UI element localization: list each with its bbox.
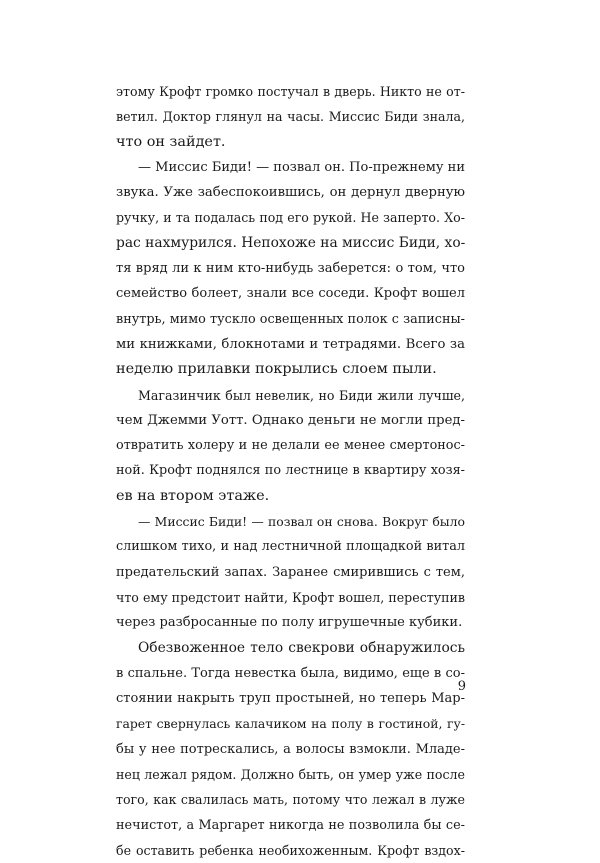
text-line: неделю прилавки покрылись слоем пыли. [116,361,437,378]
text-line: ручку, и та подалась под его рукой. Не заперто. Хо- [116,210,465,226]
text-line: что он зайдет. [116,133,226,150]
text-line: чем Джемми Уотт. Однако деньги не могли пред- [116,412,465,428]
text-line: что ему предстоит найти, Крофт вошел, переступив [116,589,465,605]
text-line: бе оставить ребенка необихоженным. Крофт вздох- [116,842,465,858]
text-line: семейство болеет, знали все соседи. Крофт вошел [116,286,465,302]
text-line: через разбросанные по полу игрушечные кубики. [116,615,463,631]
text-line: внутрь, мимо тускло освещенных полок с записны- [116,311,465,327]
text-line: рас нахмурился. Непохоже на миссис Биди, хо- [116,234,466,251]
text-line: — Миссис Биди! — позвал он снова. Вокруг было [138,514,465,530]
text-line: ев на втором этаже. [116,487,270,504]
text-line: того, как свалилась мать, потому что лежал в луже [116,792,465,808]
text-line: бы у нее потрескались, а волосы взмокли. Младе- [116,741,465,757]
text-line: Магазинчик был невелик, но Биди жили лучше, [138,387,465,403]
text-line: слишком тихо, и над лестничной площадкой витал [116,539,465,555]
text-line: стоянии накрыть труп простыней, но теперь Мар- [116,691,465,707]
text-line: этому Крофт громко постучал в дверь. Никто не от- [116,84,465,99]
text-line: Обезвоженное тело свекрови обнаружилось [138,639,465,656]
text-line: гарет свернулась калачиком на полу в гостиной, гу- [116,716,465,732]
text-line: нечистот, а Маргарет никогда не позволила бы се- [116,817,465,833]
page-number: 9 [457,679,466,694]
text-line: отвратить холеру и не делали ее менее смертонос- [116,438,465,454]
text-line: тя вряд ли к ним кто-нибудь заберется: о том, что [116,261,465,277]
text-line: в спальне. Тогда невестка была, видимо, еще в со- [116,665,465,681]
body-text [116,79,465,863]
text-line: ной. Крофт поднялся по лестнице в квартиру хозя- [116,463,465,479]
text-line: нец лежал рядом. Должно быть, он умер уже после [116,767,465,783]
text-line: — Миссис Биди! — позвал он. По-прежнему ни [138,159,465,175]
text-line: предательский запах. Заранее смирившись с тем, [116,564,465,580]
text-line: ветил. Доктор глянул на часы. Миссис Биди знала, [116,109,465,125]
text-line: звука. Уже забеспокоившись, он дернул дверную [116,185,465,201]
text-line: ми книжками, блокнотами и тетрадями. Всего за [116,336,465,352]
